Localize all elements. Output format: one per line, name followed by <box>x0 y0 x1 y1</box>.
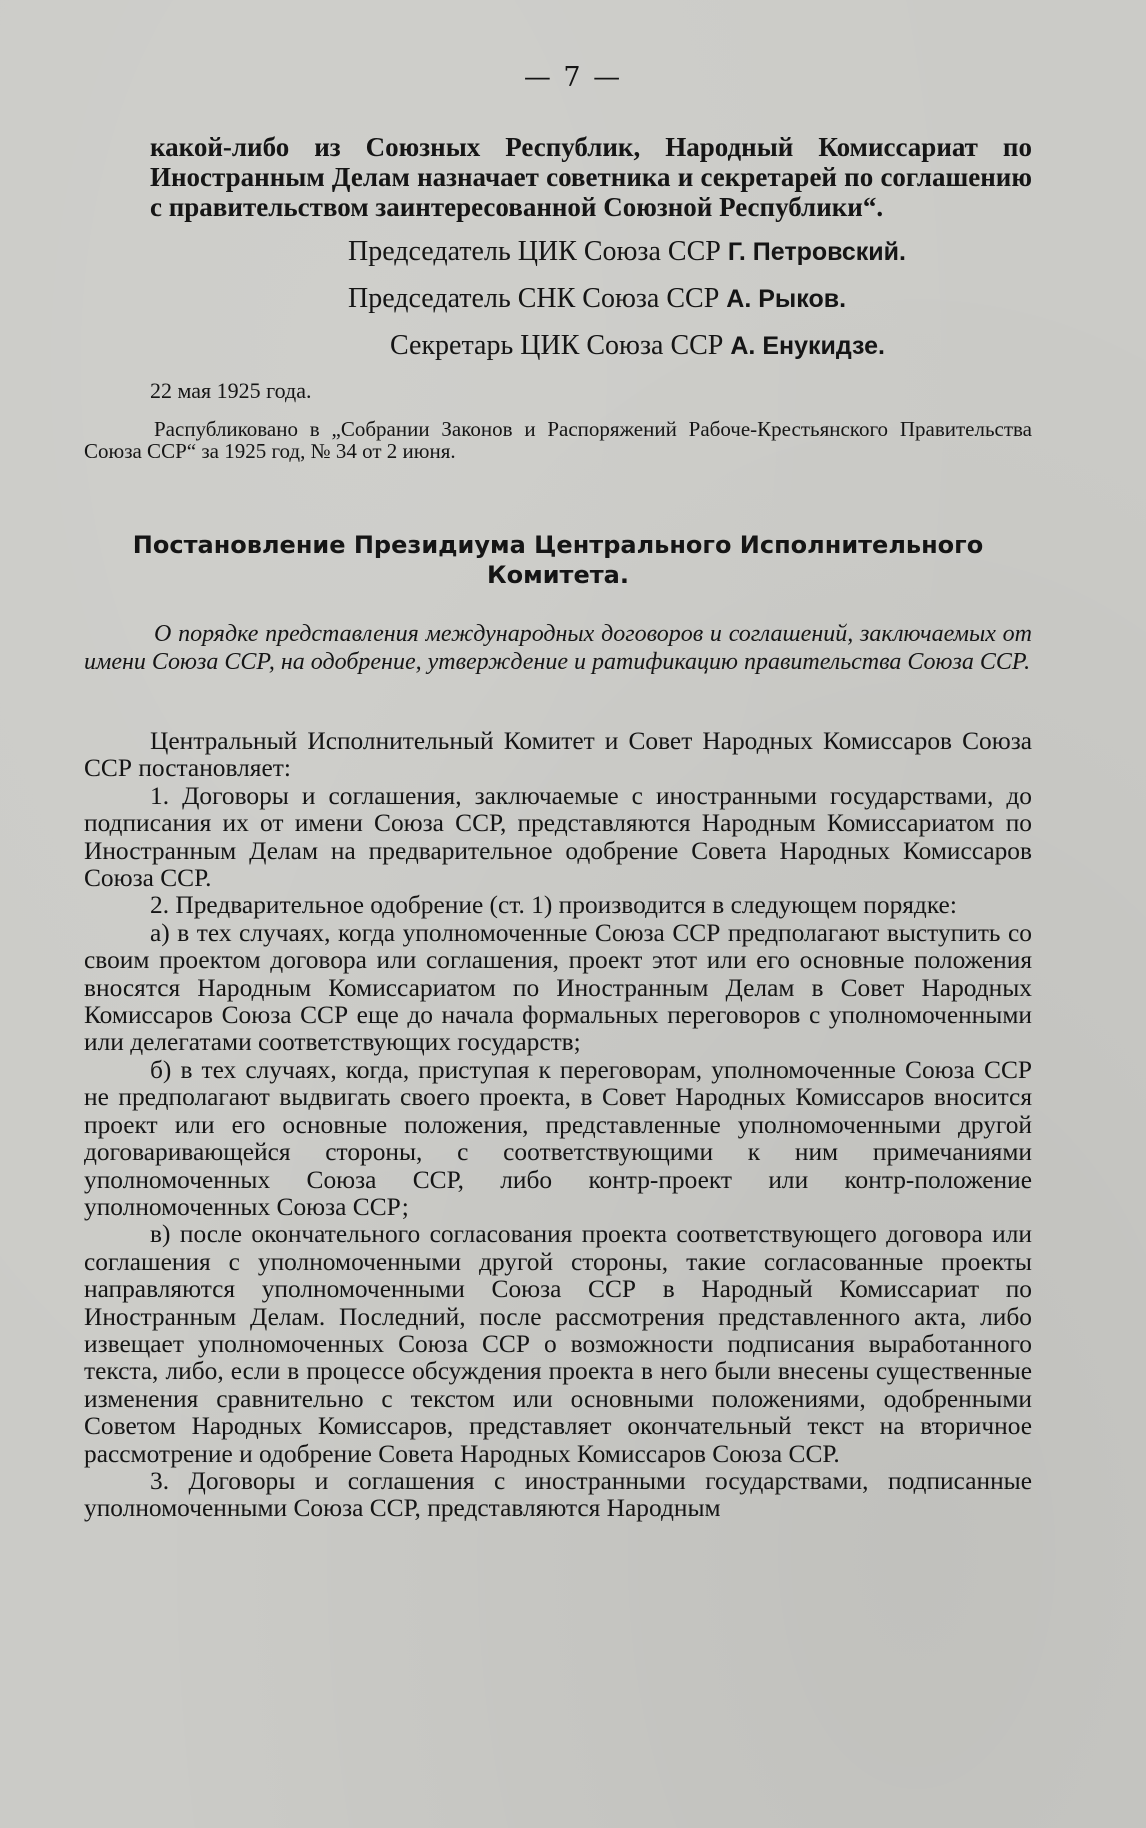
body-paragraph-2: 2. Предварительное одобрение (ст. 1) производится в следующем порядке: <box>150 891 957 920</box>
body-paragraph-2b: б) в тех случаях, когда, приступая к переговорам, уполномоченные Союза ССР не предполагают выдвигать своего проекта, в Совет Народных Комиссаров вносится проект или его основные положения, представленные уполномоченными другой договаривающейся стороны, с соответствующими к ним примечаниями уполномоченных Союза ССР, либо контр-проект или контр-положение уполномоченных Союза ССР; <box>84 1055 1032 1221</box>
continued-paragraph: какой-либо из Союзных Республик, Народный Комиссариат по Иностранным Делам назначает советника и секретарей по соглашению с правительством заинтересованной Союзной Республики“. <box>150 132 1032 222</box>
body-paragraph-2a: а) в тех случаях, когда уполномоченные Союза ССР предполагают выступить со своим проектом договора или соглашения, проект этот или его основные положения вносятся Народным Комиссариатом по Иностранным Делам в Совет Народных Комиссаров Союза ССР еще до начала формальных переговоров с уполномоченными или делегатами соответствующих государств; <box>84 918 1032 1057</box>
section-subtitle: О порядке представления международных договоров и соглашений, заключаемых от имени Союза ССР, на одобрение, утверждение и ратификацию правительства Союза ССР. <box>84 621 1032 675</box>
signature-line <box>390 330 885 362</box>
document-date: 22 мая 1925 года. <box>150 378 312 403</box>
publication-note: Распубликовано в „Собрании Законов и Распоряжений Рабоче-Крестьянского Правительства Союза ССР“ за 1925 год, № 34 от 2 июня. <box>84 417 1032 463</box>
body-paragraph-3: 3. Договоры и соглашения с иностранными государствами, подписанные уполномоченными Союза ССР, представляются Народным <box>84 1466 1032 1523</box>
resolution-body <box>84 728 1032 1523</box>
signature-line <box>348 236 906 268</box>
signature-title: Секретарь ЦИК Союза ССР <box>390 330 724 361</box>
page-number: — 7 — <box>523 62 623 93</box>
signature-name: А. Енукидзе. <box>730 332 886 360</box>
body-paragraph-intro: Центральный Исполнительный Комитет и Совет Народных Комиссаров Союза ССР постановляет: <box>84 727 1032 783</box>
body-paragraph-1: 1. Договоры и соглашения, заключаемые с иностранными государствами, до подписания их от имени Союза ССР, представляются Народным Комиссариатом по Иностранным Делам на предварительное одобрение Совета Народных Комиссаров Союза ССР. <box>84 781 1032 893</box>
signature-name: Г. Петровский. <box>727 238 906 266</box>
body-paragraph-2v: в) после окончательного согласования проекта соответствующего договора или соглашения с уполномоченными другой стороны, такие согласованные проекты направляются уполномоченными Союза ССР в Народный Комиссариат по Иностранным Делам. Последний, после рассмотрения представленного акта, либо извещает уполномоченных Союза ССР о возможности подписания выработанного текста, либо, если в процессе обсуждения проекта в него были внесены существенные изменения сравнительно с текстом или основными положениями, одобренными Советом Народных Комиссаров, представляет окончательный текст на вторичное рассмотрение и одобрение Совета Народных Комиссаров Союза ССР. <box>84 1220 1032 1468</box>
section-heading: Постановление Президиума Центрального Исполнительного Комитета. <box>132 531 984 589</box>
signature-title: Председатель СНК Союза ССР <box>348 283 720 314</box>
signature-title: Председатель ЦИК Союза ССР <box>348 236 721 267</box>
signature-name: А. Рыков. <box>726 285 847 313</box>
signature-line <box>348 283 846 315</box>
